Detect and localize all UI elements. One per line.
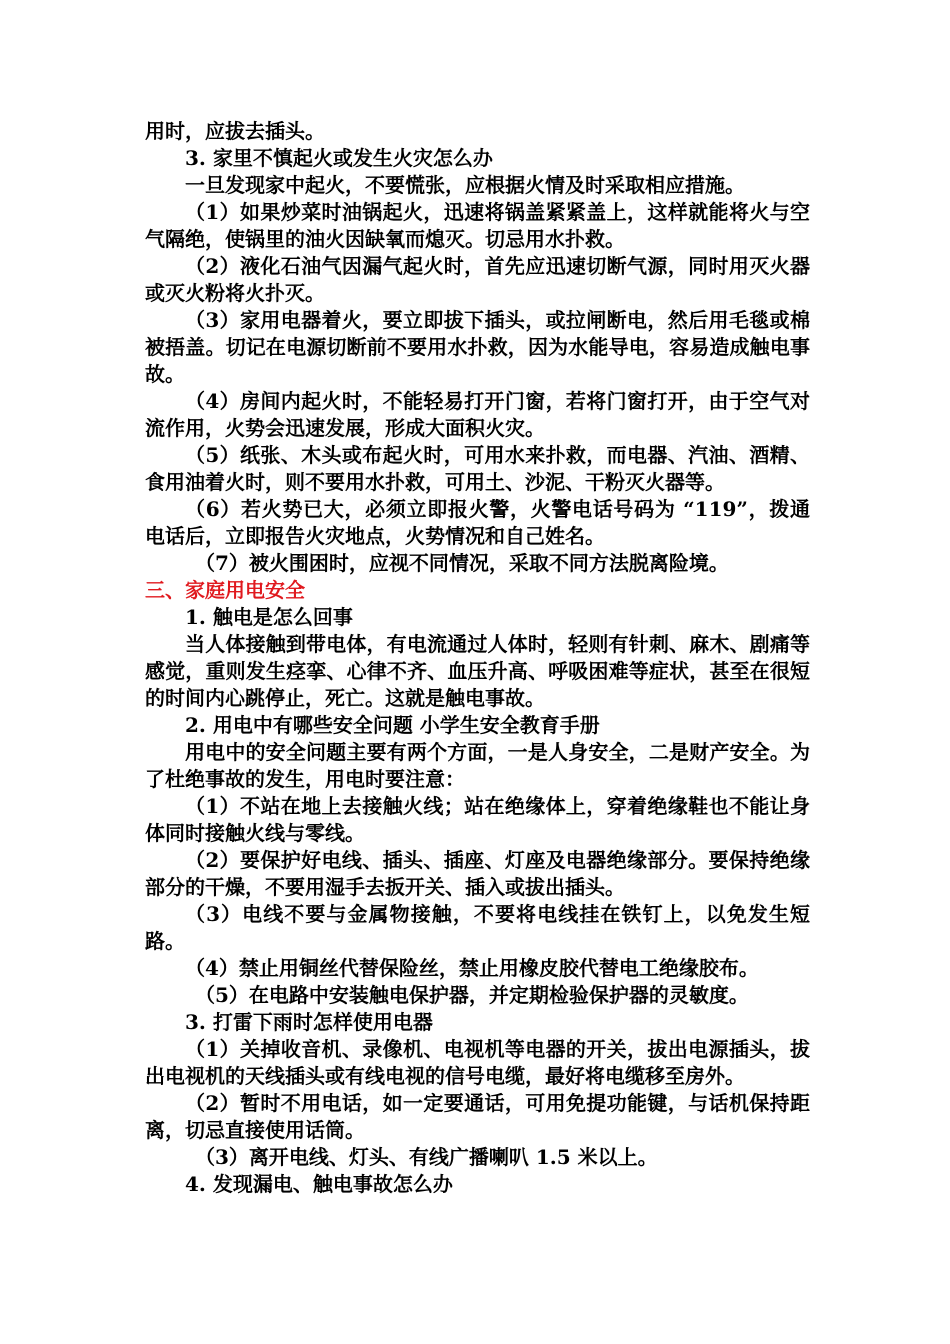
paragraph: （7）被火围困时，应视不同情况，采取不同方法脱离险境。 (195, 551, 729, 575)
paragraph: （2）要保护好电线、插头、插座、灯座及电器绝缘部分。要保持绝缘部分的干燥，不要用湿手去扳开关、插入或拔出插头。 (145, 848, 810, 899)
paragraph: （6）若火势已大，必须立即报火警，火警电话号码为 “119”，拨通电话后，立即报告火灾地点，火势情况和自己姓名。 (145, 497, 810, 548)
section-heading: 三、家庭用电安全 (145, 578, 305, 602)
document-body (145, 118, 810, 1198)
paragraph: （1）关掉收音机、录像机、电视机等电器的开关，拔出电源插头，拔出电视机的天线插头或有线电视的信号电缆，最好将电缆移至房外。 (145, 1037, 810, 1088)
paragraph: （3）离开电线、灯头、有线广播喇叭 1.5 米以上。 (195, 1145, 658, 1169)
paragraph: （3）电线不要与金属物接触，不要将电线挂在铁钉上，以免发生短路。 (145, 902, 810, 953)
paragraph: 一旦发现家中起火，不要慌张，应根据火情及时采取相应措施。 (185, 173, 745, 197)
paragraph: （5）在电路中安装触电保护器，并定期检验保护器的灵敏度。 (195, 983, 749, 1007)
paragraph: 当人体接触到带电体，有电流通过人体时，轻则有针刺、麻木、剧痛等感觉，重则发生痉挛、心律不齐、血压升高、呼吸困难等症状，甚至在很短的时间内心跳停止，死亡。这就是触电事故。 (145, 632, 810, 710)
paragraph: 3. 家里不慎起火或发生火灾怎么办 (185, 146, 493, 170)
paragraph: （2）暂时不用电话，如一定要通话，可用免提功能键，与话机保持距离，切忌直接使用话筒。 (145, 1091, 810, 1142)
paragraph: （5）纸张、木头或布起火时，可用水来扑救，而电器、汽油、酒精、食用油着火时，则不要用水扑救，可用土、沙泥、干粉灭火器等。 (145, 443, 810, 494)
paragraph: （4）房间内起火时，不能轻易打开门窗，若将门窗打开，由于空气对流作用，火势会迅速发展，形成大面积火灾。 (145, 389, 810, 440)
paragraph: （2）液化石油气因漏气起火时，首先应迅速切断气源，同时用灭火器或灭火粉将火扑灭。 (145, 254, 810, 305)
paragraph: （1）如果炒菜时油锅起火，迅速将锅盖紧紧盖上，这样就能将火与空气隔绝，使锅里的油火因缺氧而熄灭。切忌用水扑救。 (145, 200, 810, 251)
paragraph: 4. 发现漏电、触电事故怎么办 (185, 1172, 453, 1196)
paragraph: 用电中的安全问题主要有两个方面，一是人身安全，二是财产安全。为了杜绝事故的发生，用电时要注意： (145, 740, 810, 791)
paragraph: 3. 打雷下雨时怎样使用电器 (185, 1010, 433, 1034)
paragraph: 1. 触电是怎么回事 (185, 605, 353, 629)
paragraph: （3）家用电器着火，要立即拔下插头，或拉闸断电，然后用毛毯或棉被捂盖。切记在电源切断前不要用水扑救，因为水能导电，容易造成触电事故。 (145, 308, 810, 386)
paragraph: （4）禁止用铜丝代替保险丝，禁止用橡皮胶代替电工绝缘胶布。 (185, 956, 759, 980)
paragraph: 用时，应拔去插头。 (145, 119, 325, 143)
paragraph: 2. 用电中有哪些安全问题 小学生安全教育手册 (185, 713, 600, 737)
paragraph: （1）不站在地上去接触火线；站在绝缘体上，穿着绝缘鞋也不能让身体同时接触火线与零线。 (145, 794, 810, 845)
